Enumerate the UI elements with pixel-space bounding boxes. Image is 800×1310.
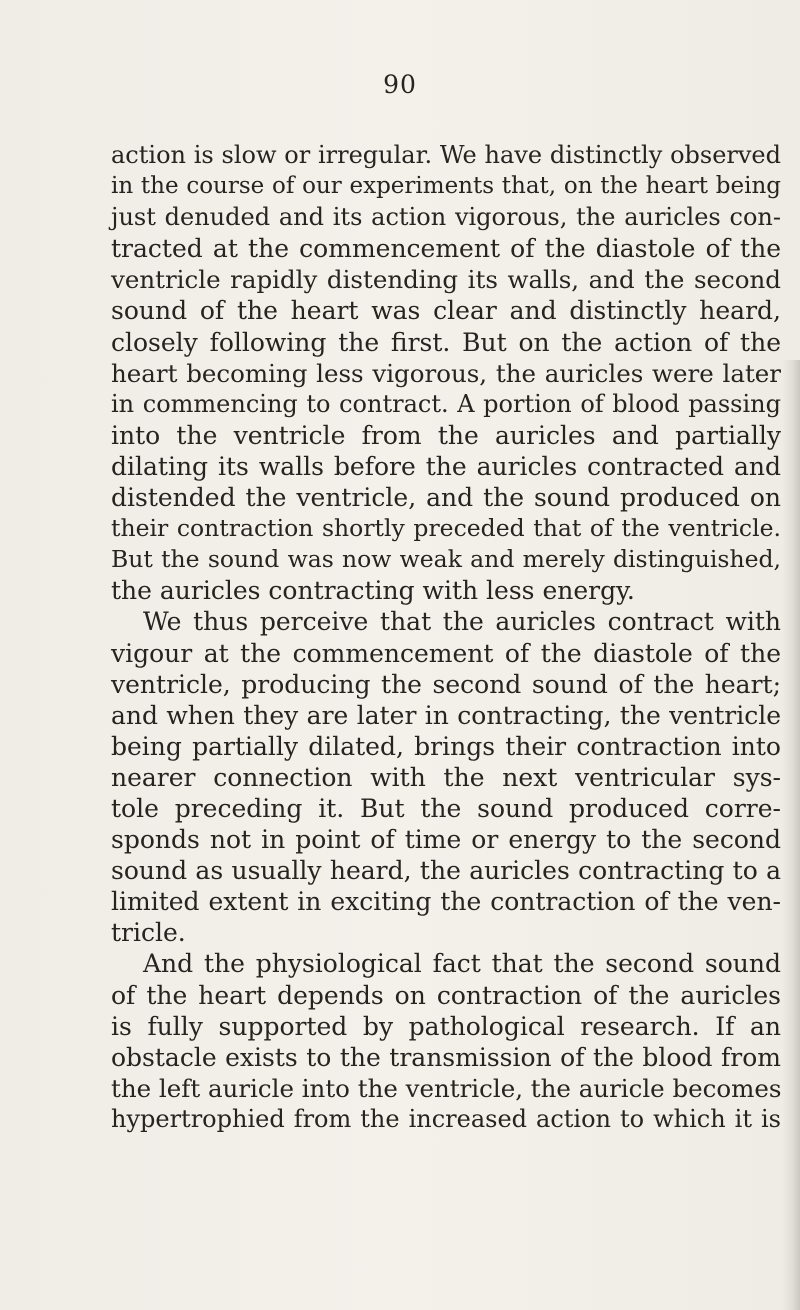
text-line: closely following the first. But on the action of the [111, 327, 781, 357]
text-line: and when they are later in contracting, the ventricle [111, 700, 781, 730]
text-line: ventricle rapidly distending its walls, and the second [111, 265, 781, 295]
text-line: just denuded and its action vigorous, the auricles con- [111, 203, 781, 232]
text-line: nearer connection with the next ventricular sys- [111, 762, 781, 792]
text-line: And the physiological fact that the second sound [143, 949, 781, 979]
text-line: of the heart depends on contraction of the auricles [111, 980, 781, 1010]
text-line: action is slow or irregular. We have distinctly observed [111, 141, 781, 169]
text-line: vigour at the commencement of the diastole of the [111, 638, 781, 668]
text-line: sound as usually heard, the auricles contracting to a [111, 856, 781, 886]
text-line: dilating its walls before the auricles contracted and [111, 451, 781, 481]
text-line: sound of the heart was clear and distinctly heard, [111, 296, 781, 326]
text-line: in commencing to contract. A portion of blood passing [111, 389, 781, 418]
text-line: the auricles contracting with less energy. [111, 576, 635, 606]
text-line: their contraction shortly preceded that of the ventricle. [111, 514, 781, 543]
text-line: being partially dilated, brings their contraction into [111, 731, 781, 761]
text-line: But the sound was now weak and merely distinguished, [111, 545, 781, 574]
text-line: is fully supported by pathological research. If an [111, 1011, 781, 1041]
text-line: tracted at the commencement of the diastole of the [111, 234, 781, 264]
text-line: ventricle, producing the second sound of the heart; [111, 669, 781, 699]
text-line: into the ventricle from the auricles and partially [111, 420, 781, 450]
text-line: limited extent in exciting the contraction of the ven- [111, 887, 781, 917]
text-line: the left auricle into the ventricle, the auricle becomes [111, 1073, 782, 1103]
text-line: in the course of our experiments that, on the heart being [111, 173, 781, 200]
text-line: hypertrophied from the increased action to which it is [111, 1104, 781, 1133]
text-line: heart becoming less vigorous, the auricles were later [111, 358, 781, 388]
text-line: sponds not in point of time or energy to the second [111, 825, 781, 855]
page-edge-shadow [782, 360, 800, 1310]
text-line: We thus perceive that the auricles contract with [143, 607, 781, 637]
text-line: obstacle exists to the transmission of the blood from [111, 1042, 781, 1072]
text-line: tricle. [111, 918, 186, 948]
page-number: 90 [383, 70, 417, 99]
text-line: distended the ventricle, and the sound produced on [111, 483, 781, 513]
body-text [111, 140, 781, 1135]
text-line: tole preceding it. But the sound produced corre- [111, 793, 781, 823]
